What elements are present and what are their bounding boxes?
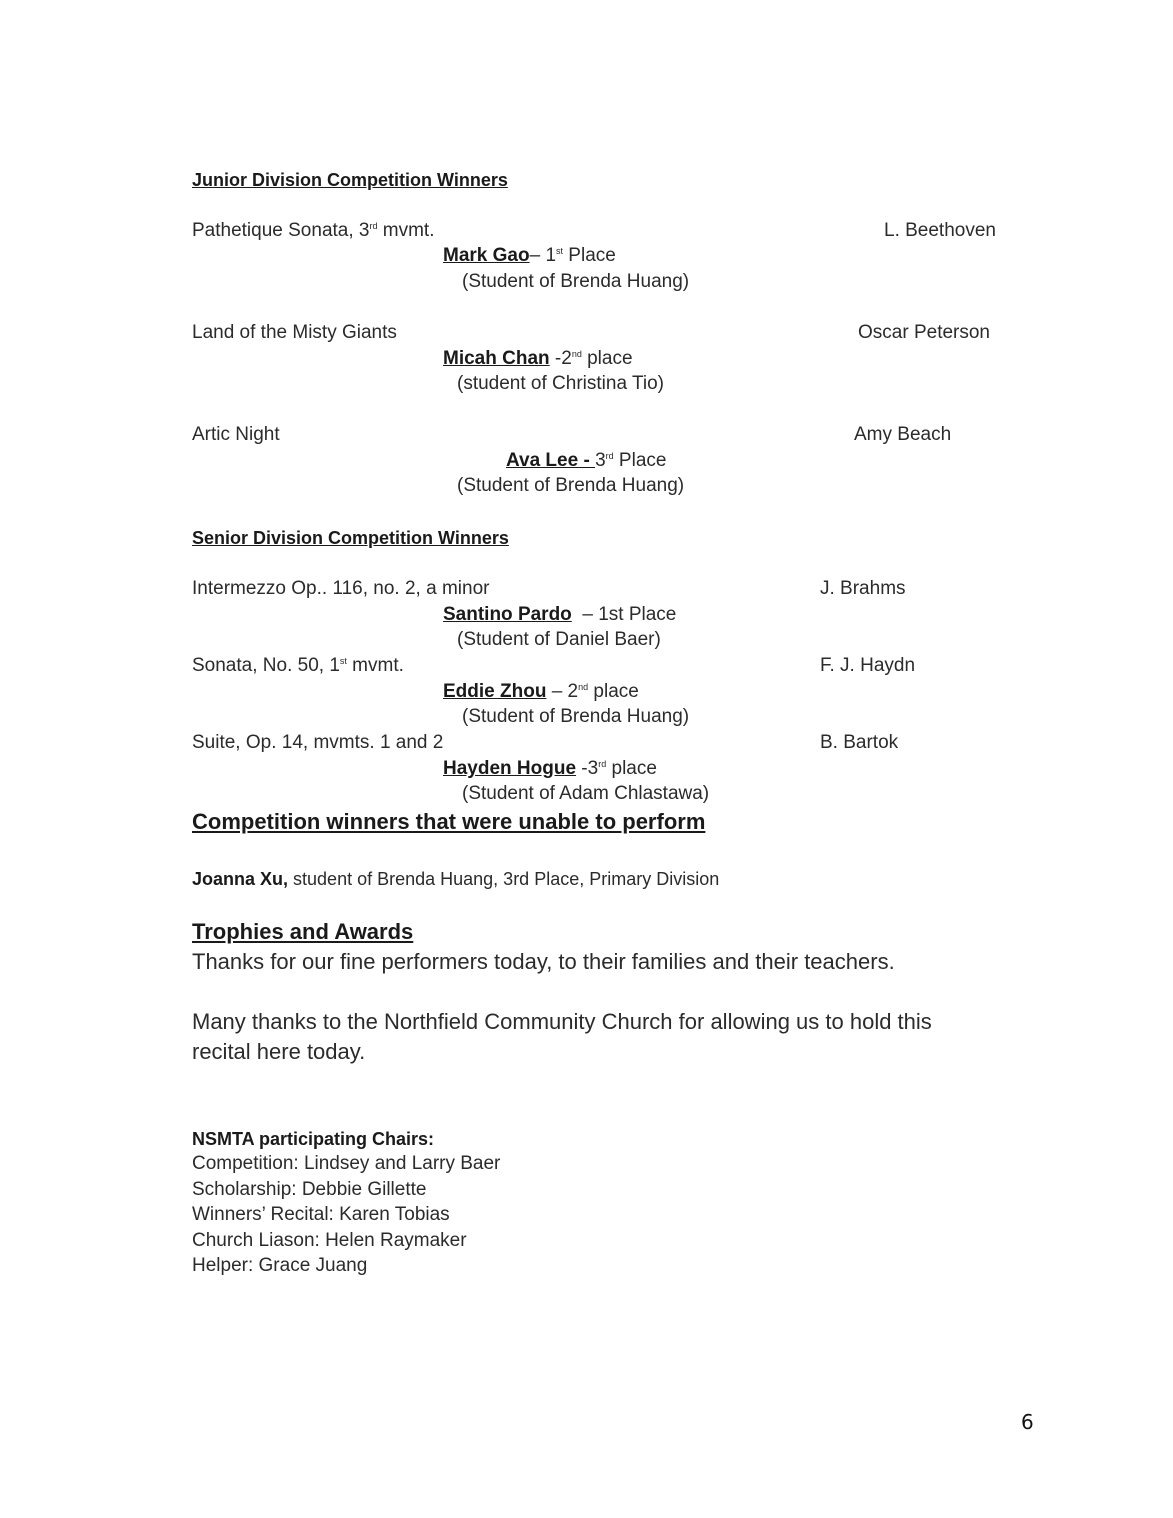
thanks-line: Thanks for our fine performers today, to their families and their teachers.: [192, 949, 895, 974]
winner-line: Mark Gao– 1st Place: [443, 245, 616, 266]
winner-line: Eddie Zhou – 2nd place: [443, 681, 639, 702]
piece-title: Sonata, No. 50, 1st mvmt.: [192, 655, 404, 676]
chair-item: Competition: Lindsey and Larry Baer: [192, 1153, 501, 1174]
piece-title: Intermezzo Op.. 116, no. 2, a minor: [192, 578, 490, 599]
chair-item: Helper: Grace Juang: [192, 1255, 368, 1276]
church-thanks-line-2: recital here today.: [192, 1039, 366, 1064]
composer: L. Beethoven: [884, 220, 996, 241]
piece-title: Artic Night: [192, 424, 280, 445]
chairs-heading: NSMTA participating Chairs:: [192, 1129, 435, 1149]
composer: Oscar Peterson: [858, 322, 990, 343]
composer: J. Brahms: [820, 578, 906, 599]
winner-line: Ava Lee - 3rd Place: [506, 450, 667, 471]
church-thanks-line: Many thanks to the Northfield Community Church for allowing us to hold this: [192, 1009, 932, 1034]
teacher-line: (Student of Adam Chlastawa): [462, 783, 710, 804]
composer: F. J. Haydn: [820, 655, 916, 676]
piece-title: Land of the Misty Giants: [192, 322, 397, 343]
unable-heading: Competition winners that were unable to perform: [192, 809, 706, 834]
composer: Amy Beach: [854, 424, 952, 445]
teacher-line: (Student of Brenda Huang): [457, 475, 685, 496]
piece-title: Pathetique Sonata, 3rd mvmt.: [192, 220, 435, 241]
chair-item: Church Liason: Helen Raymaker: [192, 1230, 467, 1251]
teacher-line: (Student of Brenda Huang): [462, 271, 690, 292]
teacher-line: (Student of Daniel Baer): [457, 629, 661, 650]
winner-name: Santino Pardo: [443, 604, 572, 625]
junior-heading: Junior Division Competition Winners: [192, 170, 508, 190]
teacher-line: (Student of Brenda Huang): [462, 706, 690, 727]
winner-line: Santino Pardo – 1st Place: [443, 604, 677, 625]
chair-item: Winners’ Recital: Karen Tobias: [192, 1204, 450, 1225]
winner-line: Hayden Hogue -3rd place: [443, 758, 657, 779]
winner-name: Hayden Hogue: [443, 758, 577, 779]
trophies-heading: Trophies and Awards: [192, 919, 414, 944]
senior-heading: Senior Division Competition Winners: [192, 528, 509, 548]
winner-line: Micah Chan -2nd place: [443, 348, 633, 369]
unable-entry: Joanna Xu, student of Brenda Huang, 3rd Place, Primary Division: [192, 869, 720, 889]
composer: B. Bartok: [820, 732, 899, 753]
unable-name: Joanna Xu,: [192, 869, 289, 889]
page-number: 6: [1021, 1410, 1034, 1434]
winner-name: Mark Gao: [443, 245, 530, 266]
teacher-line: (student of Christina Tio): [457, 373, 664, 394]
winner-name: Eddie Zhou: [443, 681, 547, 702]
winner-name: Micah Chan: [443, 348, 550, 369]
piece-title: Suite, Op. 14, mvmts. 1 and 2: [192, 732, 444, 753]
winner-name: Ava Lee -: [506, 450, 596, 471]
chair-item: Scholarship: Debbie Gillette: [192, 1179, 427, 1200]
